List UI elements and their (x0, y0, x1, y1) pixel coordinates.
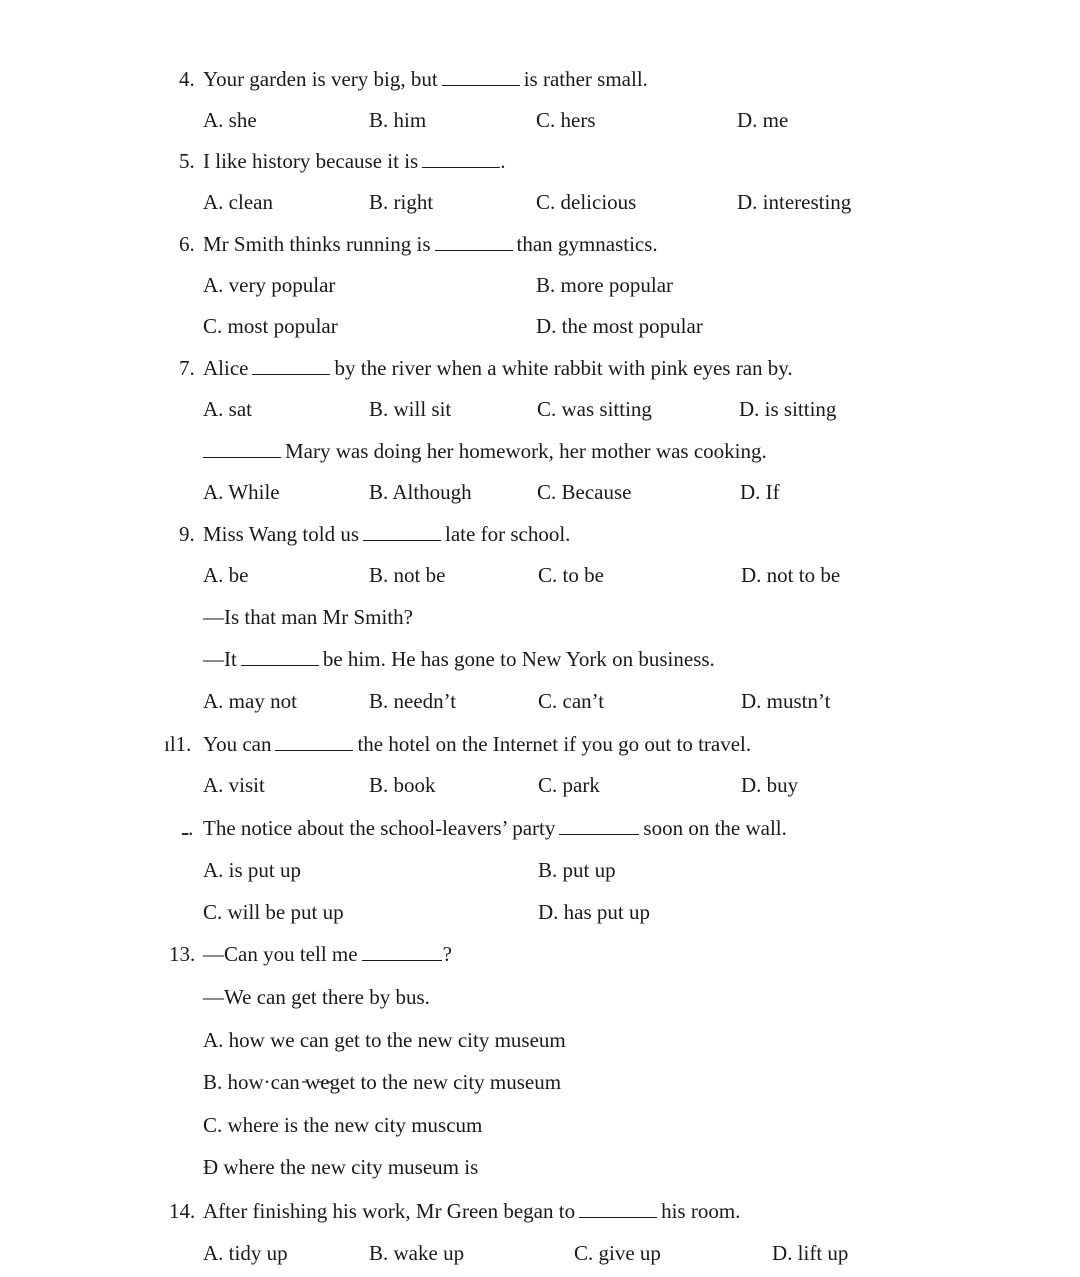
question-number: 14. (169, 1199, 196, 1223)
question-stem: I like history because it is . (203, 149, 506, 173)
answer-blank (363, 522, 441, 541)
option-a: A. is put up (203, 858, 302, 882)
option-a: A. be (203, 563, 249, 587)
option-d: D. lift up (772, 1241, 849, 1265)
question-stem: Mary was doing her homework, her mother was cooking. (203, 438, 767, 464)
option-c: C. was sitting (537, 397, 652, 421)
option-b: B. will sit (369, 397, 452, 421)
option-c: C. hers (536, 108, 596, 132)
option-a: A. While (203, 480, 280, 504)
option-a: A. she (203, 108, 257, 132)
option-a: A. visit (203, 773, 265, 797)
option-d: D. has put up (538, 900, 650, 924)
dialog-line: —Is that man Mr Smith? (203, 605, 413, 629)
question-stem: —Can you tell me ? (203, 942, 452, 966)
question-stem: Your garden is very big, but is rather small. (203, 67, 648, 91)
option-b: B. not be (369, 563, 446, 587)
option-d: D. If (740, 480, 780, 504)
option-d: D. the most popular (536, 314, 703, 338)
question-number: 9. (179, 522, 195, 546)
question-stem: Alice by the river when a white rabbit with pink eyes ran by. (203, 356, 793, 380)
option-b: B. put up (538, 858, 616, 882)
option-c: C. park (538, 773, 600, 797)
option-d: D. me (737, 108, 789, 132)
answer-blank (241, 647, 319, 666)
option-d: D. mustn’t (741, 689, 831, 713)
option-b: B. needn’t (369, 689, 457, 713)
question-stem: You can the hotel on the Internet if you go out to travel. (203, 732, 752, 756)
answer-blank (559, 816, 639, 835)
answer-blank (252, 356, 330, 375)
question-stem: After finishing his work, Mr Green began to his room. (203, 1199, 741, 1223)
option-b: B. him (369, 108, 427, 132)
option-b: B. more popular (536, 273, 674, 297)
option-b: B. wake up (369, 1241, 465, 1265)
option-c: C. give up (574, 1241, 661, 1265)
answer-blank (579, 1199, 657, 1218)
question-number: 4. (179, 67, 195, 91)
option-c: C. Because (537, 480, 632, 504)
answer-blank (422, 149, 500, 168)
option-c: C. delicious (536, 190, 637, 214)
option-a: A. may not (203, 689, 297, 713)
option-c: C. will be put up (203, 900, 344, 924)
option-a: A. how we can get to the new city museum (203, 1028, 566, 1052)
answer-blank (442, 67, 520, 86)
answer-blank (203, 439, 281, 458)
question-number: 13. (169, 942, 196, 966)
question-number: ـ. (182, 816, 194, 840)
option-c: C. to be (538, 563, 604, 587)
question-number: 5. (179, 149, 195, 173)
option-b: B. book (369, 773, 436, 797)
option-b: B. Although (369, 480, 472, 504)
option-b: B. right (369, 190, 434, 214)
question-stem: The notice about the school-leavers’ party soon on the wall. (203, 816, 787, 840)
question-stem: Mr Smith thinks running is than gymnastics. (203, 232, 658, 256)
option-c: C. can’t (538, 689, 605, 713)
question-stem: Miss Wang told us late for school. (203, 522, 571, 546)
option-a: A. tidy up (203, 1241, 288, 1265)
option-d: D. is sitting (739, 397, 837, 421)
option-d: D. interesting (737, 190, 852, 214)
question-number: 6. (179, 232, 195, 256)
option-c: C. most popular (203, 314, 338, 338)
question-number: ɪl1. (164, 732, 192, 756)
option-c: C. where is the new city muscum (203, 1113, 483, 1137)
option-d: D. buy (741, 773, 799, 797)
dialog-line: —We can get there by bus. (203, 985, 430, 1009)
option-a: A. sat (203, 397, 252, 421)
option-a: A. clean (203, 190, 273, 214)
option-b: B. how·can ̵w̵e̵get to the new city museum (203, 1070, 562, 1094)
option-d: D. not to be (741, 563, 841, 587)
option-d: Ɖ where the new city museum is (203, 1155, 479, 1179)
answer-blank (362, 942, 442, 961)
question-stem: —It be him. He has gone to New York on business. (203, 647, 715, 671)
answer-blank (435, 232, 513, 251)
option-a: A. very popular (203, 273, 336, 297)
answer-blank (275, 732, 353, 751)
question-number: 7. (179, 356, 195, 380)
